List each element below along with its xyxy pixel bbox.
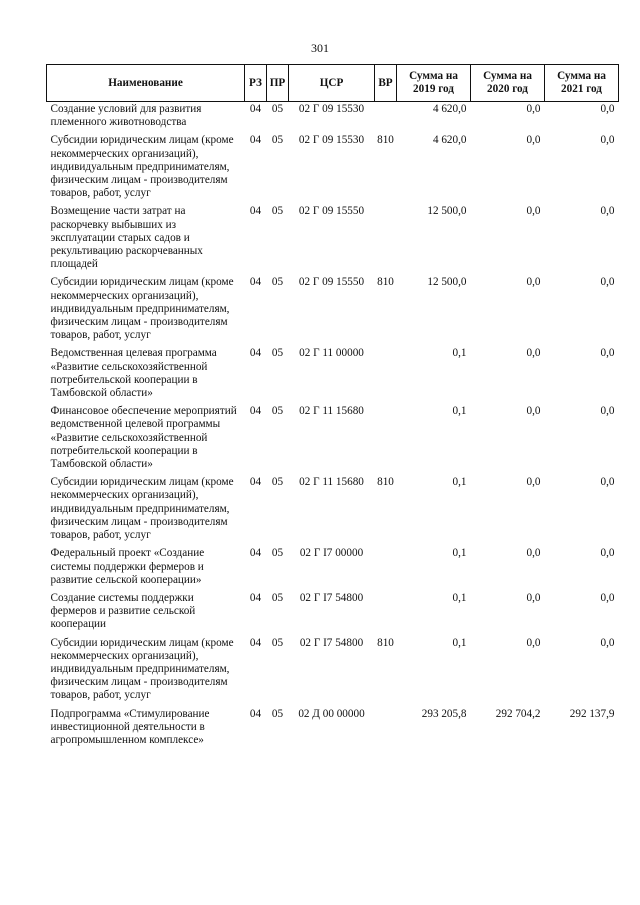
row-pr: 05 bbox=[271, 276, 284, 289]
row-csr: 02 Г 09 15550 bbox=[298, 276, 365, 289]
table-row bbox=[47, 346, 619, 404]
row-sum-2020: 0,0 bbox=[526, 103, 541, 115]
table-row bbox=[47, 275, 619, 346]
row-sum-2020: 0,0 bbox=[526, 205, 541, 218]
row-rz: 04 bbox=[249, 636, 262, 649]
row-name: Федеральный проект «Создание системы поддержки фермеров и развитие сельской кооперации» bbox=[50, 547, 205, 586]
row-name: Подпрограмма «Стимулирование инвестиционной деятельности в агропромышленном комплексе» bbox=[50, 707, 210, 746]
row-rz: 04 bbox=[249, 547, 262, 560]
row-sum-2020: 0,0 bbox=[526, 636, 541, 649]
header-csr: ЦСР bbox=[289, 65, 375, 102]
row-rz: 04 bbox=[249, 707, 262, 720]
table-body bbox=[47, 102, 619, 752]
row-sum-2020: 0,0 bbox=[526, 591, 541, 604]
budget-table bbox=[46, 64, 619, 751]
row-vr bbox=[375, 404, 397, 475]
row-csr: 02 Г 09 15550 bbox=[298, 205, 365, 218]
row-sum-2020: 0,0 bbox=[526, 276, 541, 289]
table-row bbox=[47, 102, 619, 134]
row-csr: 02 Г I7 54800 bbox=[299, 636, 364, 649]
table-row bbox=[47, 636, 619, 707]
row-rz: 04 bbox=[249, 591, 262, 604]
row-vr bbox=[375, 346, 397, 404]
row-sum-2020: 0,0 bbox=[526, 347, 541, 360]
row-name: Создание условий для развития племенного животноводства bbox=[50, 103, 202, 129]
row-sum-2020: 292 704,2 bbox=[495, 707, 541, 720]
row-pr: 05 bbox=[271, 476, 284, 489]
row-name: Субсидии юридическим лицам (кроме некоммерческих организаций), индивидуальным предпринимателям, физическим лицам - производителям товаров, работ, услуг bbox=[50, 134, 234, 200]
row-pr: 05 bbox=[271, 636, 284, 649]
row-sum-2021: 0,0 bbox=[600, 636, 615, 649]
table-row bbox=[47, 591, 619, 636]
row-sum-2019: 12 500,0 bbox=[427, 276, 467, 289]
row-rz: 04 bbox=[249, 347, 262, 360]
header-name: Наименование bbox=[47, 65, 245, 102]
row-sum-2019: 12 500,0 bbox=[427, 205, 467, 218]
row-sum-2020: 0,0 bbox=[526, 405, 541, 418]
header-pr: ПР bbox=[267, 65, 289, 102]
page-number: 301 bbox=[311, 41, 329, 55]
header-vr: ВР bbox=[375, 65, 397, 102]
table-row bbox=[47, 133, 619, 204]
header-rz: РЗ bbox=[245, 65, 267, 102]
row-name: Субсидии юридическим лицам (кроме некоммерческих организаций), индивидуальным предпринимателям, физическим лицам - производителям товаров, работ, услуг bbox=[50, 476, 234, 542]
table-row bbox=[47, 546, 619, 591]
row-sum-2021: 0,0 bbox=[600, 205, 615, 218]
row-name: Субсидии юридическим лицам (кроме некоммерческих организаций), индивидуальным предпринимателям, физическим лицам - производителям товаров, работ, услуг bbox=[50, 636, 234, 702]
row-name: Создание системы поддержки фермеров и развитие сельской кооперации bbox=[50, 591, 196, 631]
row-sum-2019: 0,1 bbox=[452, 405, 467, 418]
row-sum-2021: 0,0 bbox=[600, 476, 615, 489]
row-vr bbox=[375, 591, 397, 636]
row-sum-2019: 0,1 bbox=[452, 547, 467, 560]
row-sum-2020: 0,0 bbox=[526, 134, 541, 147]
header-sum-2020: Сумма на 2020 год bbox=[471, 65, 545, 102]
row-pr: 05 bbox=[271, 591, 284, 604]
row-sum-2019: 293 205,8 bbox=[421, 707, 467, 720]
row-csr: 02 Г 11 00000 bbox=[299, 347, 364, 360]
row-sum-2019: 4 620,0 bbox=[432, 103, 467, 115]
row-sum-2020: 0,0 bbox=[526, 476, 541, 489]
row-vr: 810 bbox=[377, 134, 394, 147]
row-vr: 810 bbox=[377, 636, 394, 649]
row-sum-2021: 0,0 bbox=[600, 591, 615, 604]
row-csr: 02 Д 00 00000 bbox=[298, 707, 365, 720]
row-vr bbox=[375, 546, 397, 591]
row-name: Субсидии юридическим лицам (кроме некоммерческих организаций), индивидуальным предпринимателям, физическим лицам - производителям товаров, работ, услуг bbox=[50, 276, 234, 342]
row-name: Ведомственная целевая программа «Развитие сельскохозяйственной потребительской кооперации в Тамбовской области» bbox=[50, 347, 217, 400]
row-csr: 02 Г I7 00000 bbox=[299, 547, 364, 560]
table-row bbox=[47, 707, 619, 752]
row-sum-2021: 292 137,9 bbox=[569, 707, 615, 720]
row-vr: 810 bbox=[377, 276, 394, 289]
header-sum-2021: Сумма на 2021 год bbox=[545, 65, 619, 102]
row-vr bbox=[375, 102, 397, 134]
row-sum-2019: 0,1 bbox=[452, 476, 467, 489]
row-pr: 05 bbox=[271, 707, 284, 720]
row-pr: 05 bbox=[271, 205, 284, 218]
table-row bbox=[47, 204, 619, 275]
row-sum-2021: 0,0 bbox=[600, 347, 615, 360]
row-rz: 04 bbox=[249, 103, 262, 115]
row-pr: 05 bbox=[271, 347, 284, 360]
row-rz: 04 bbox=[249, 205, 262, 218]
row-vr: 810 bbox=[377, 476, 394, 489]
row-sum-2019: 0,1 bbox=[452, 347, 467, 360]
row-rz: 04 bbox=[249, 405, 262, 418]
row-sum-2021: 0,0 bbox=[600, 405, 615, 418]
row-name: Финансовое обеспечение мероприятий ведомственной целевой программы «Развитие сельскохозяйственной потребительской кооперации в Тамбовской области» bbox=[50, 405, 237, 471]
row-rz: 04 bbox=[249, 134, 262, 147]
row-pr: 05 bbox=[271, 103, 284, 115]
row-sum-2019: 0,1 bbox=[452, 591, 467, 604]
table-header-row bbox=[47, 65, 619, 102]
header-sum-2019: Сумма на 2019 год bbox=[397, 65, 471, 102]
row-name: Возмещение части затрат на раскорчевку выбывших из эксплуатации старых садов и рекультивацию раскорчеванных площадей bbox=[50, 205, 203, 271]
row-pr: 05 bbox=[271, 547, 284, 560]
row-sum-2021: 0,0 bbox=[600, 547, 615, 560]
row-sum-2020: 0,0 bbox=[526, 547, 541, 560]
table-row bbox=[47, 475, 619, 546]
row-sum-2019: 4 620,0 bbox=[432, 134, 467, 147]
row-vr bbox=[375, 204, 397, 275]
row-csr: 02 Г I7 54800 bbox=[299, 591, 364, 604]
row-pr: 05 bbox=[271, 134, 284, 147]
row-csr: 02 Г 11 15680 bbox=[299, 405, 364, 418]
row-rz: 04 bbox=[249, 476, 262, 489]
row-sum-2021: 0,0 bbox=[600, 103, 615, 115]
row-vr bbox=[375, 707, 397, 752]
row-sum-2019: 0,1 bbox=[452, 636, 467, 649]
row-csr: 02 Г 11 15680 bbox=[299, 476, 364, 489]
row-sum-2021: 0,0 bbox=[600, 276, 615, 289]
table-row bbox=[47, 404, 619, 475]
row-csr: 02 Г 09 15530 bbox=[298, 103, 365, 115]
row-sum-2021: 0,0 bbox=[600, 134, 615, 147]
row-rz: 04 bbox=[249, 276, 262, 289]
row-pr: 05 bbox=[271, 405, 284, 418]
row-csr: 02 Г 09 15530 bbox=[298, 134, 365, 147]
